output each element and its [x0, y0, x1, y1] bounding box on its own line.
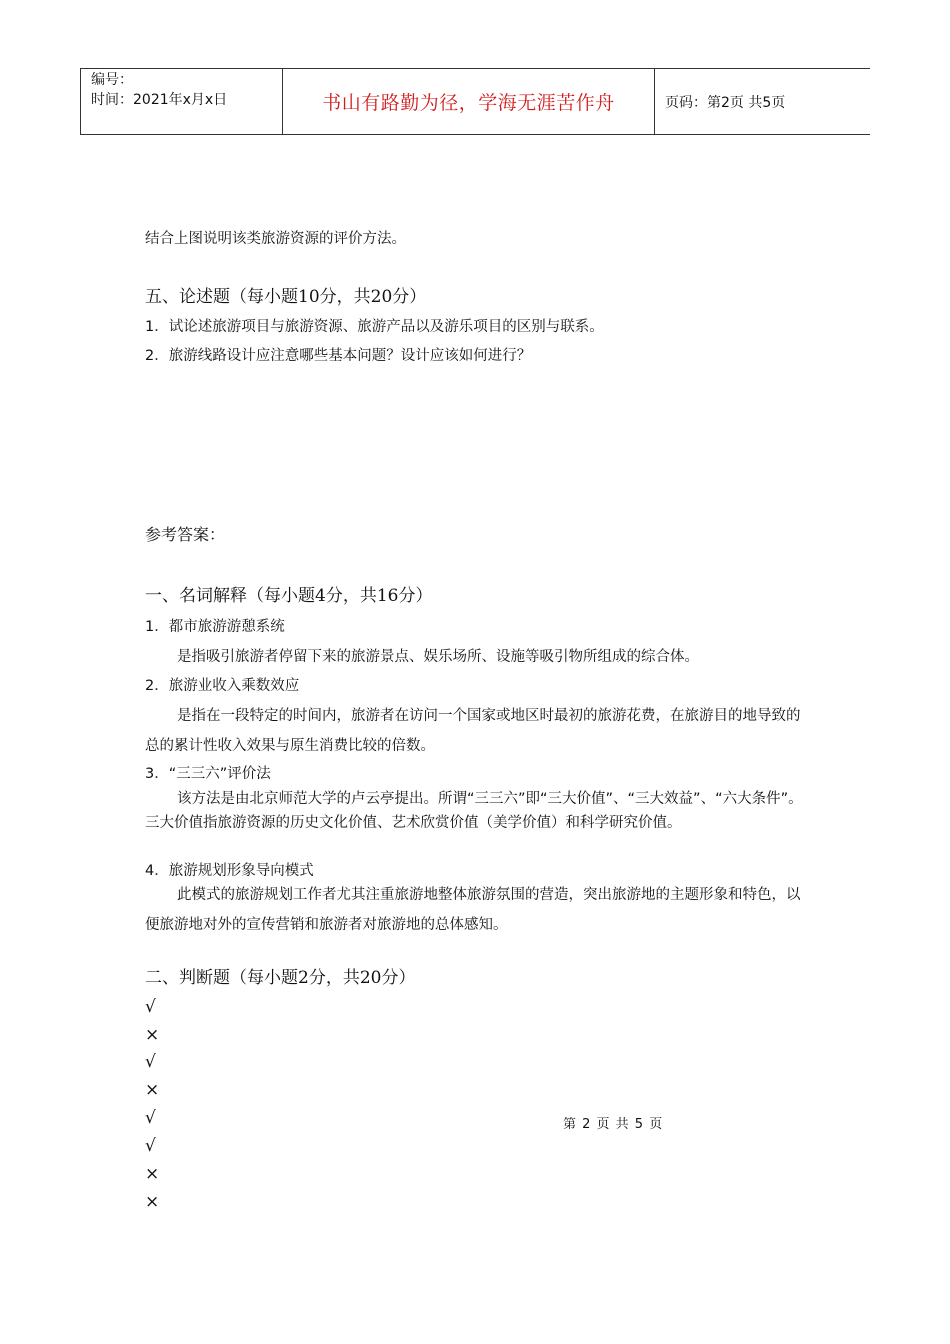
section2-heading: 二、判断题（每小题2分，共20分）	[145, 968, 416, 988]
answer-2: 是指在一段特定的时间内，旅游者在访问一个国家或地区时最初的旅游花费，在旅游目的地导致的总的累计性收入效果与原生消费比较的倍数。	[145, 708, 801, 754]
header-table	[80, 68, 870, 135]
answers-title: 参考答案：	[145, 525, 226, 544]
judge-mark: √	[145, 997, 156, 1017]
answer-3: 该方法是由北京师范大学的卢云亭提出。所谓“三三六”即“三大价值”、“三大效益”、“六大条件”。三大价值指旅游资源的历史文化价值、艺术欣赏价值（美学价值）和科学研究价值。	[145, 791, 803, 831]
intro-line: 结合上图说明该类旅游资源的评价方法。	[145, 231, 406, 247]
number-label: 编号：	[91, 72, 133, 88]
section5-q2: 2．旅游线路设计应注意哪些基本问题？设计应该如何进行？	[145, 348, 532, 364]
motto: 书山有路勤为径，学海无涯苦作舟	[283, 69, 655, 134]
judge-mark: ×	[145, 1164, 160, 1184]
footer-page-number: 第 2 页 共 5 页	[563, 1117, 664, 1132]
judge-mark: √	[145, 1108, 156, 1128]
judge-mark: ×	[145, 1192, 160, 1212]
judge-mark: √	[145, 1052, 156, 1072]
judge-mark: ×	[145, 1025, 160, 1045]
page-code: 页码：第2页 共5页	[665, 94, 786, 111]
term-4: 4．旅游规划形象导向模式	[145, 863, 314, 879]
answer-4: 此模式的旅游规划工作者尤其注重旅游地整体旅游氛围的营造，突出旅游地的主题形象和特色，以便旅游地对外的宣传营销和旅游者对旅游地的总体感知。	[145, 887, 801, 933]
judge-mark: √	[145, 1136, 156, 1156]
judge-mark: ×	[145, 1080, 160, 1100]
date-label: 时间：2021年x月x日	[91, 92, 228, 108]
section5-heading: 五、论述题（每小题10分，共20分）	[145, 287, 427, 307]
section5-q1: 1．试论述旅游项目与旅游资源、旅游产品以及游乐项目的区别与联系。	[145, 319, 604, 335]
section1-heading: 一、名词解释（每小题4分，共16分）	[145, 586, 433, 606]
answer-1: 是指吸引旅游者停留下来的旅游景点、娱乐场所、设施等吸引物所组成的综合体。	[177, 649, 699, 665]
term-3: 3．“三三六”评价法	[145, 766, 271, 782]
term-2: 2．旅游业收入乘数效应	[145, 678, 300, 694]
header-info-cell	[81, 69, 283, 134]
term-1: 1．都市旅游游憩系统	[145, 619, 285, 635]
